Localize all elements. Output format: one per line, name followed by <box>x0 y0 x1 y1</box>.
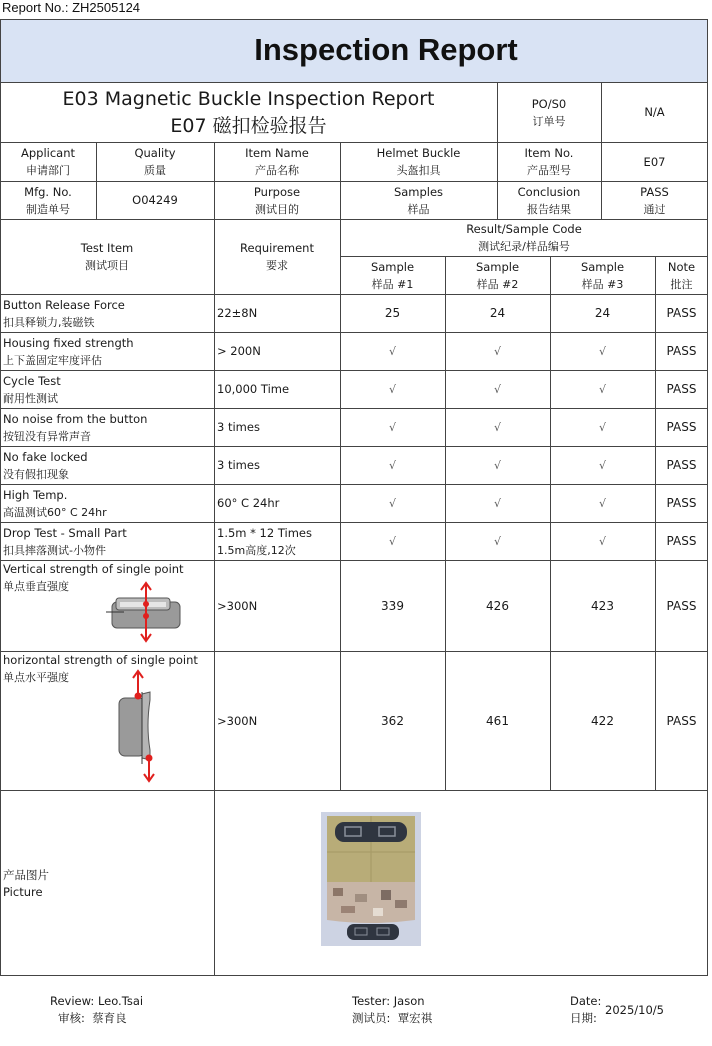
check-icon: √ <box>388 497 396 510</box>
test-item-en: No noise from the button <box>3 411 148 426</box>
sample-1-cell <box>340 447 445 484</box>
requirement-cell <box>214 409 340 446</box>
requirement-text: 3 times <box>217 458 260 472</box>
tester-label-zh: 测试员: <box>352 1011 391 1025</box>
applicant-value <box>96 143 214 181</box>
sample-1-value: 25 <box>384 306 401 320</box>
item-no-value <box>601 143 708 181</box>
check-icon: √ <box>388 459 396 472</box>
header-note-en: Note <box>667 259 696 274</box>
samples-label-en: Samples <box>393 184 444 199</box>
sample-2-value: 461 <box>486 713 509 728</box>
header-note <box>655 257 708 294</box>
requirement-cell <box>214 447 340 484</box>
requirement-cell <box>214 371 340 408</box>
test-item-zh: 单点垂直强度 <box>3 580 69 593</box>
sample-2-cell <box>445 333 550 370</box>
mfg-label-en: Mfg. No. <box>24 184 72 199</box>
test-item-zh: 高温测试60° C 24hr <box>3 505 107 519</box>
header-result-en: Result/Sample Code <box>466 222 582 236</box>
item-name-value-zh: 头盔扣具 <box>396 164 441 177</box>
note-status: PASS <box>666 598 697 613</box>
banner-title: Inspection Report <box>254 32 518 67</box>
po-label-zh: 订单号 <box>532 114 566 128</box>
check-icon: √ <box>388 383 396 396</box>
date-label: Date: <box>570 994 602 1008</box>
test-item-cell <box>0 523 214 560</box>
test-item-zh: 上下盖固定牢度评估 <box>3 353 102 367</box>
conclusion-value <box>601 182 708 219</box>
vertical-strength-diagram <box>104 580 184 644</box>
test-item-zh: 没有假扣现象 <box>3 467 69 481</box>
review-signature <box>50 993 143 1027</box>
product-photo <box>321 812 421 946</box>
header-sample-1 <box>340 257 445 294</box>
report-number: Report No.: ZH2505124 <box>2 0 141 15</box>
sample-3-cell <box>550 485 655 522</box>
check-icon: √ <box>493 535 501 548</box>
check-icon: √ <box>493 459 501 472</box>
item-name-value <box>340 143 497 181</box>
requirement-cell <box>214 652 340 790</box>
test-item-cell <box>0 485 214 522</box>
header-test-item <box>0 220 214 294</box>
test-item-cell <box>0 409 214 446</box>
mfg-value-text: O04249 <box>132 193 178 207</box>
conclusion-label <box>497 182 601 219</box>
date-label-zh: 日期: <box>570 1011 597 1025</box>
header-sample-2-en: Sample <box>475 259 520 274</box>
test-item-en: Housing fixed strength <box>3 335 134 350</box>
requirement-text: 22±8N <box>217 306 258 320</box>
requirement-text: 3 times <box>217 420 260 434</box>
sample-3-value: 24 <box>594 306 611 320</box>
item-no-label <box>497 143 601 181</box>
item-name-value-en: Helmet Buckle <box>376 146 461 160</box>
conclusion-value-en: PASS <box>640 184 669 199</box>
check-icon: √ <box>598 345 606 358</box>
note-cell <box>655 447 708 484</box>
check-icon: √ <box>493 497 501 510</box>
sample-1-value: 339 <box>381 598 404 613</box>
tester-name-zh: 覃宏祺 <box>397 1011 433 1025</box>
sample-2-cell <box>445 409 550 446</box>
sample-3-cell <box>550 295 655 332</box>
sample-3-cell <box>550 447 655 484</box>
sample-3-cell <box>550 333 655 370</box>
quality-en: Quality <box>134 146 176 160</box>
header-note-zh: 批注 <box>670 277 693 291</box>
test-item-en: horizontal strength of single point <box>3 653 198 667</box>
sample-2-cell <box>445 485 550 522</box>
review-name: Leo.Tsai <box>97 994 144 1008</box>
note-status: PASS <box>666 458 697 472</box>
sample-2-cell <box>445 371 550 408</box>
header-sample-1-en: Sample <box>370 259 415 274</box>
requirement-text: 1.5m * 12 Times <box>217 525 312 540</box>
sample-1-cell <box>340 295 445 332</box>
header-result <box>340 220 708 256</box>
mfg-value <box>96 182 214 219</box>
requirement-text: 10,000 Time <box>217 382 290 396</box>
requirement-cell <box>214 561 340 651</box>
header-sample-3 <box>550 257 655 294</box>
check-icon: √ <box>388 421 396 434</box>
test-item-cell <box>0 447 214 484</box>
header-sample-3-en: Sample <box>580 259 625 274</box>
picture-label <box>0 791 214 976</box>
header-sample-1-zh: 样品 #1 <box>371 277 414 291</box>
sample-3-cell <box>550 409 655 446</box>
po-value-text: N/A <box>644 105 665 119</box>
po-label-en: PO/S0 <box>531 96 567 111</box>
test-item-cell <box>0 652 214 790</box>
sample-1-cell <box>340 409 445 446</box>
sample-3-cell <box>550 561 655 651</box>
applicant-label <box>0 143 96 181</box>
mfg-label <box>0 182 96 219</box>
note-status: PASS <box>666 534 697 548</box>
test-item-cell <box>0 295 214 332</box>
conclusion-value-zh: 通过 <box>643 202 666 216</box>
sample-1-cell <box>340 485 445 522</box>
test-item-cell <box>0 333 214 370</box>
test-item-zh: 耐用性测试 <box>3 391 58 405</box>
header-result-zh: 测试纪录/样品编号 <box>478 240 570 253</box>
test-item-en: High Temp. <box>3 487 68 502</box>
sample-3-value: 422 <box>591 713 614 728</box>
header-sample-2 <box>445 257 550 294</box>
sample-2-cell <box>445 447 550 484</box>
requirement-cell <box>214 333 340 370</box>
header-requirement <box>214 220 340 294</box>
item-name-label-zh: 产品名称 <box>255 164 299 177</box>
sample-1-cell <box>340 561 445 651</box>
report-title <box>0 83 497 142</box>
tester-label: Tester: <box>352 994 391 1008</box>
picture-label-zh: 产品图片 <box>3 867 49 882</box>
note-cell <box>655 295 708 332</box>
sample-3-cell <box>550 652 655 790</box>
header-requirement-zh: 要求 <box>266 259 288 272</box>
report-banner <box>1 20 707 82</box>
check-icon: √ <box>598 421 606 434</box>
sample-2-value: 24 <box>489 306 506 320</box>
header-test-item-en: Test Item <box>80 241 134 255</box>
po-value <box>601 83 708 142</box>
horizontal-strength-diagram <box>112 668 162 784</box>
header-sample-2-zh: 样品 #2 <box>476 277 519 291</box>
tester-name: Jason <box>393 994 425 1008</box>
quality-zh: 质量 <box>144 164 166 177</box>
conclusion-label-zh: 报告结果 <box>527 202 571 216</box>
review-label-zh: 审核: <box>58 1011 85 1025</box>
test-item-en: Vertical strength of single point <box>3 562 184 576</box>
test-item-en: Cycle Test <box>3 373 61 388</box>
picture-label-en: Picture <box>3 884 43 899</box>
note-status: PASS <box>666 496 697 510</box>
note-status: PASS <box>666 713 697 728</box>
note-cell <box>655 652 708 790</box>
test-item-cell <box>0 371 214 408</box>
sample-1-cell <box>340 371 445 408</box>
sample-2-cell <box>445 561 550 651</box>
test-item-zh: 扣具释锁力,装磁铁 <box>3 315 95 329</box>
note-status: PASS <box>666 306 697 320</box>
review-name-zh: 蔡育良 <box>92 1011 127 1025</box>
header-sample-3-zh: 样品 #3 <box>581 277 624 291</box>
check-icon: √ <box>598 497 606 510</box>
item-no-value-text: E07 <box>643 154 666 169</box>
mfg-label-zh: 制造单号 <box>26 202 70 216</box>
note-status: PASS <box>666 420 697 434</box>
requirement-text: >300N <box>217 713 258 728</box>
sample-1-cell <box>340 333 445 370</box>
requirement-text-zh: 1.5m高度,12次 <box>217 543 296 557</box>
note-status: PASS <box>666 382 697 396</box>
item-no-label-en: Item No. <box>524 146 574 160</box>
sample-3-value: 423 <box>591 598 614 613</box>
test-item-en: Drop Test - Small Part <box>3 525 127 540</box>
test-item-en: No fake locked <box>3 449 88 464</box>
note-status: PASS <box>666 344 697 358</box>
requirement-cell <box>214 295 340 332</box>
requirement-text: > 200N <box>217 344 261 358</box>
check-icon: √ <box>598 535 606 548</box>
item-name-label <box>214 143 340 181</box>
samples-label <box>340 182 497 219</box>
sample-3-cell <box>550 523 655 560</box>
item-no-label-zh: 产品型号 <box>527 164 571 177</box>
sample-2-cell <box>445 523 550 560</box>
applicant-label-en: Applicant <box>20 146 76 160</box>
check-icon: √ <box>493 345 501 358</box>
date-value: 2025/10/5 <box>605 1003 664 1017</box>
date-field <box>570 993 601 1027</box>
test-item-zh: 扣具摔落测试-小物件 <box>3 543 106 557</box>
report-title-zh: E07 磁扣检验报告 <box>170 114 327 137</box>
purpose-label <box>214 182 340 219</box>
report-title-en: E03 Magnetic Buckle Inspection Report <box>62 87 435 110</box>
note-cell <box>655 409 708 446</box>
purpose-label-en: Purpose <box>253 184 301 199</box>
check-icon: √ <box>493 383 501 396</box>
test-item-zh: 按钮没有异常声音 <box>3 429 91 443</box>
sample-2-cell <box>445 295 550 332</box>
header-requirement-en: Requirement <box>240 241 314 255</box>
sample-1-cell <box>340 523 445 560</box>
note-cell <box>655 561 708 651</box>
header-test-item-zh: 测试项目 <box>85 259 129 272</box>
po-label <box>497 83 601 142</box>
sample-1-cell <box>340 652 445 790</box>
note-cell <box>655 333 708 370</box>
requirement-cell <box>214 485 340 522</box>
purpose-label-zh: 测试目的 <box>255 202 299 216</box>
conclusion-label-en: Conclusion <box>517 184 581 199</box>
check-icon: √ <box>388 345 396 358</box>
note-cell <box>655 523 708 560</box>
note-cell <box>655 371 708 408</box>
sample-1-value: 362 <box>381 713 404 728</box>
item-name-label-en: Item Name <box>245 146 309 160</box>
tester-signature <box>352 993 432 1027</box>
review-label: Review: <box>50 994 95 1008</box>
sample-2-cell <box>445 652 550 790</box>
sample-3-cell <box>550 371 655 408</box>
note-cell <box>655 485 708 522</box>
check-icon: √ <box>493 421 501 434</box>
applicant-label-zh: 申请部门 <box>26 164 70 177</box>
check-icon: √ <box>388 535 396 548</box>
requirement-text: >300N <box>217 598 258 613</box>
samples-label-zh: 样品 <box>407 202 430 216</box>
test-item-zh: 单点水平强度 <box>3 671 69 684</box>
requirement-cell <box>214 523 340 560</box>
test-item-en: Button Release Force <box>3 297 125 312</box>
requirement-text: 60° C 24hr <box>217 496 280 510</box>
sample-2-value: 426 <box>486 598 509 613</box>
check-icon: √ <box>598 459 606 472</box>
check-icon: √ <box>598 383 606 396</box>
